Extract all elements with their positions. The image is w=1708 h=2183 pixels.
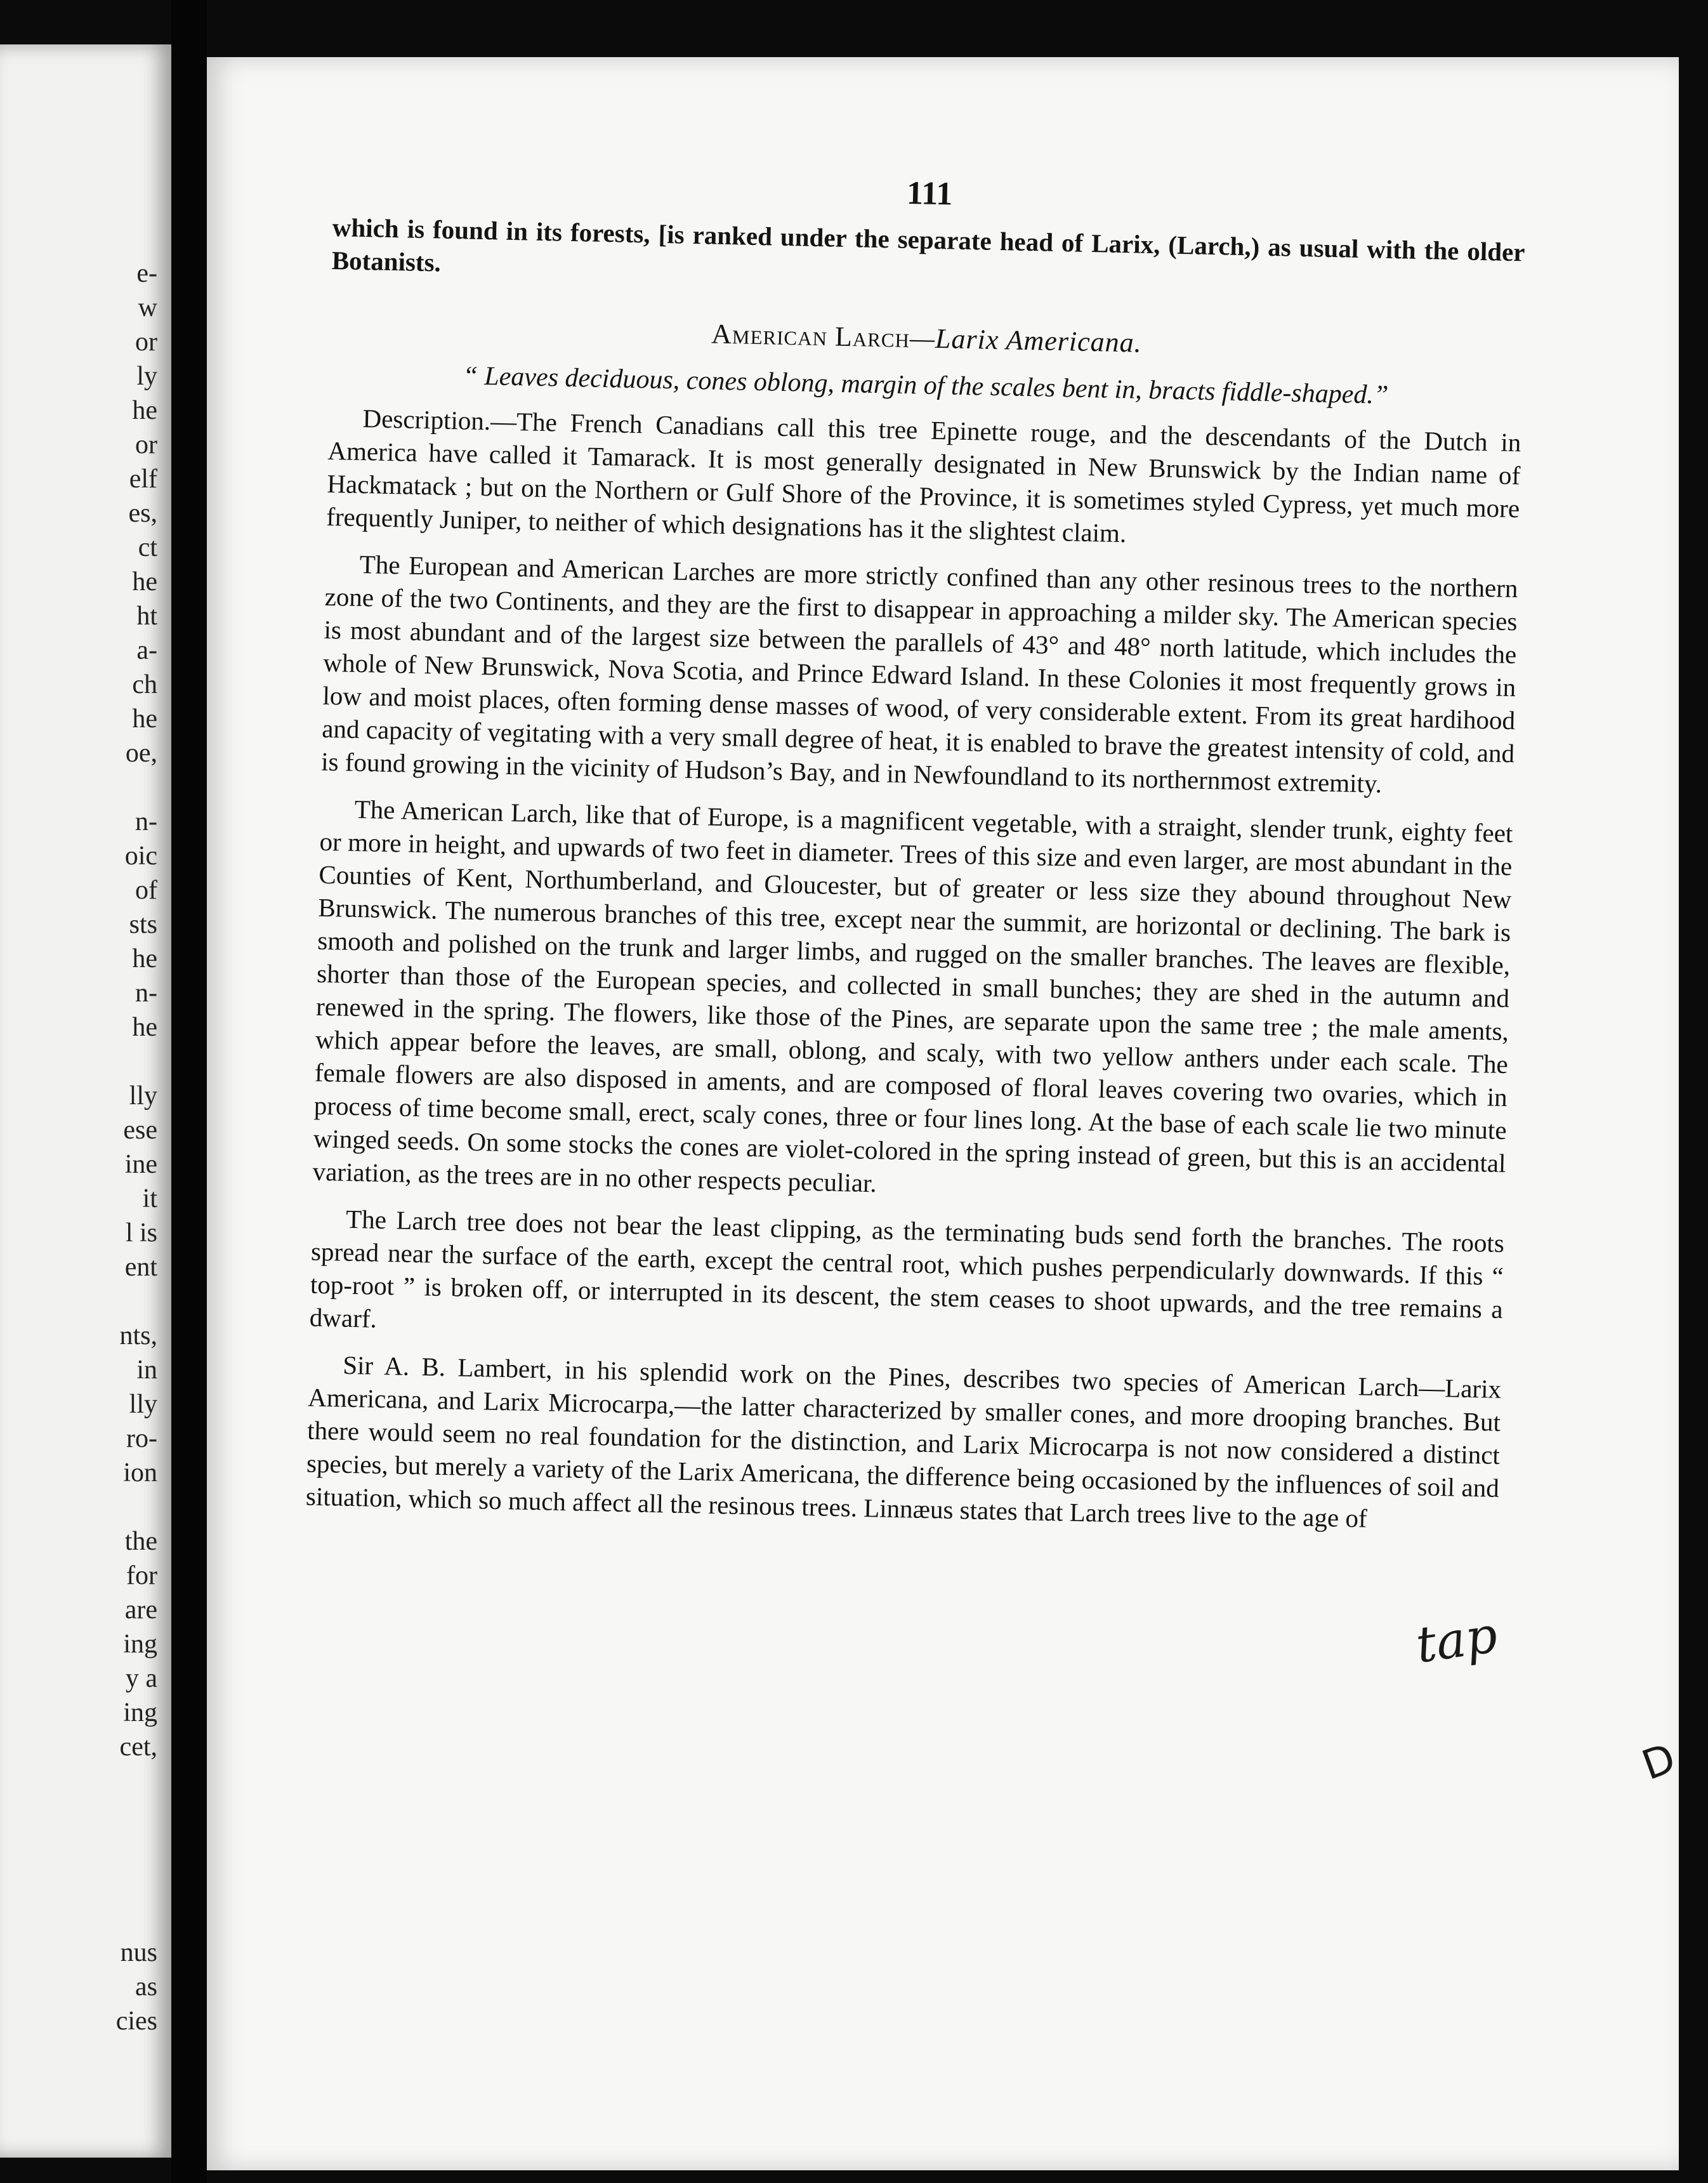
left-page-fragment: l is <box>125 1218 157 1248</box>
left-page-fragment: y a <box>125 1664 157 1693</box>
left-page-fragment: w <box>138 293 157 322</box>
left-page-fragment: he <box>132 1013 157 1042</box>
left-page-fragment: for <box>126 1561 157 1590</box>
left-page-fragment: nus <box>120 1938 157 1967</box>
paragraph-description: Description.—The French Canadians call this tree Epinette rouge, and the descendants of the Dutch in America have called it Tamarack. It is most generally designated in New Brunswick by the Indian name of Hackmatack ; but on the Northern or Gulf Shore of the Province, it is sometimes styled Cypress, yet much more frequently Juniper, to neither of which designations has it the slightest claim. <box>325 404 1521 548</box>
left-page-fragment: are <box>124 1595 157 1625</box>
left-page-fragment: ent <box>124 1253 157 1282</box>
left-page-fragment: oic <box>124 841 157 871</box>
book-gutter <box>171 0 207 2183</box>
page-content <box>305 165 1527 1552</box>
left-page-fragment: he <box>132 944 157 973</box>
left-page-fragment: oe, <box>125 739 157 768</box>
left-page-fragment: he <box>132 396 157 425</box>
left-page-fragment: it <box>142 1184 157 1213</box>
left-page-fragment: ct <box>138 533 157 562</box>
left-page-fragment: sts <box>129 910 157 939</box>
left-page-fragment: he <box>132 567 157 597</box>
left-page-fragment: ro- <box>126 1424 157 1453</box>
right-page <box>207 57 1679 2170</box>
left-page-fragment: ht <box>136 602 157 631</box>
left-page-fragment: ine <box>124 1150 157 1179</box>
left-page-fragment: n- <box>135 807 157 836</box>
left-page-fragment: cies <box>115 2007 157 2036</box>
heading-latin-name: —Larix Americana. <box>909 322 1143 359</box>
handwritten-margin-mark: D <box>1636 1734 1682 1790</box>
section-heading <box>330 310 1523 367</box>
left-page-fragment: lly <box>129 1081 157 1111</box>
species-definition-quote: “ Leaves deciduous, cones oblong, margin of the scales bent in, bracts fiddle-shaped.” <box>463 361 1389 410</box>
left-page-fragment: he <box>132 704 157 734</box>
left-page-fragment: nts, <box>119 1321 157 1350</box>
paragraph-morphology: The American Larch, like that of Europe, is a magnificent vegetable, with a straight, slender trunk, eighty feet or more in height, and upwards of two feet in diameter. Trees of this size and even larger, are most abundant in the Counties of Kent, Northumberland, and Gloucester, but of greater or less size they abound throughout New Brunswick. The numerous branches of this tree, except near the summit, are horizontal or declining. The bark is smooth and polished on the trunk and larger limbs, and rugged on the smaller branches. The leaves are flexible, shorter than those of the European species, and collected in small bunches; they are shed in the autumn and renewed in the spring. The flowers, like those of the Pines, are separate upon the same tree ; the male aments, which appear before the leaves, are small, oblong, and scaly, with two yellow anthers under each scale. The female flowers are also disposed in aments, and are composed of floral leaves covering two ovaries, which in process of time become small, erect, scaly cones, three or four lines long. At the base of each scale lie two minute winged seeds. On some stocks the cones are violet-colored in the spring instead of green, but this is an accidental variation, as the trees are in no other respects peculiar. <box>312 794 1513 1198</box>
left-page-fragment: n- <box>135 979 157 1008</box>
left-page-fragment: ing <box>123 1698 157 1727</box>
left-page-fragment: the <box>124 1527 157 1556</box>
paragraph-roots: The Larch tree does not bear the least clipping, as the terminating buds send forth the branches. The roots spread near the surface of the earth, except the central root, which pushes perpendicularly downwards. If this “ top-root ” is broken off, or interrupted in its descent, the stem ceases to shoot upwards, and the tree remains a dwarf. <box>309 1204 1505 1333</box>
left-page-fragment: ch <box>132 670 157 699</box>
left-page-fragment: or <box>135 327 157 357</box>
left-page-fragment: a- <box>136 636 157 665</box>
left-page-fragment: lly <box>129 1390 157 1419</box>
left-page-fragment: ly <box>136 362 157 391</box>
intro-paragraph: which is found in its forests, [is ranked under the separate head of Larix, (Larch,) as usual with the older Botanists. <box>331 212 1526 277</box>
left-page-fragment: or <box>135 430 157 459</box>
paragraph-lambert: Sir A. B. Lambert, in his splendid work on the Pines, describes two species of American Larch—Larix Americana, and Larix Microcarpa,—the latter characterized by smaller cones, and more drooping branches. But there would seem no real foundation for the distinction, and Larix Microcarpa is not now considered a distinct species, but merely a variety of the Larix Americana, the difference being occasioned by the influences of soil and situation, which so much affect all the resinous trees. Linnæus states that Larch trees live to the age of <box>305 1350 1502 1533</box>
left-page-fragment: e- <box>136 259 157 288</box>
left-page-fragment: in <box>136 1355 157 1385</box>
left-page-fragment: elf <box>129 465 157 494</box>
left-page-fragment: of <box>135 876 157 905</box>
left-page-fragment: ing <box>123 1630 157 1659</box>
left-page-fragment: cet, <box>119 1732 157 1762</box>
left-page-fragment: ese <box>123 1116 157 1145</box>
left-page-edge <box>0 44 171 2158</box>
page-number: 111 <box>906 175 953 213</box>
heading-common-name: American Larch <box>711 318 910 354</box>
left-page-fragment: as <box>135 1972 157 2002</box>
left-page-fragment: es, <box>128 499 157 528</box>
paragraph-range: The European and American Larches are more strictly confined than any other resinous trees to the northern zone of the two Continents, and they are the first to disappear in approaching a milder sky. The American species is most abundant and of the largest size between the parallels of 43° and 48° north latitude, which includes the whole of New Brunswick, Nova Scotia, and Prince Edward Island. In these Colonies it most frequently grows in low and moist places, often forming dense masses of wood, of very considerable extent. From its great hardihood and capacity of vegitating with a very small degree of heat, it is enabled to brave the greatest intensity of cold, and is found growing in the vicinity of Hudson’s Bay, and in Newfoundland to its northernmost extremity. <box>320 549 1518 798</box>
left-page-fragment: ion <box>123 1458 157 1487</box>
handwritten-margin-note: tap <box>1412 1606 1501 1675</box>
